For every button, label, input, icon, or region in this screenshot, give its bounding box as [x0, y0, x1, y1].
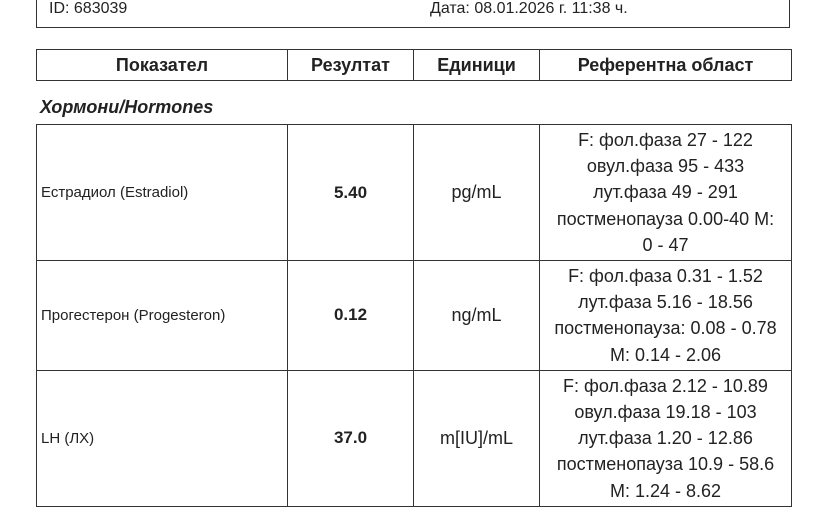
test-unit: m[IU]/mL [414, 370, 540, 506]
reference-line: постменопауза 0.00-40 M: [556, 208, 775, 229]
reference-line: лут.фаза 1.20 - 12.86 [578, 428, 753, 449]
column-header-table [36, 49, 792, 81]
table-row [37, 125, 792, 261]
reference-line: F: фол.фаза 0.31 - 1.52 [568, 266, 763, 287]
test-unit: ng/mL [414, 261, 540, 371]
reference-line: M: 1.24 - 8.62 [609, 480, 722, 501]
test-name: Естрадиол (Estradiol) [37, 125, 288, 261]
reference-range [540, 125, 792, 261]
reference-line: 0 - 47 [642, 234, 689, 255]
column-header-reference: Референтна област [540, 50, 792, 81]
reference-line: постменопауза: 0.08 - 0.78 [554, 318, 777, 339]
report-header-box [36, 0, 790, 28]
column-header-row [37, 50, 792, 81]
test-result: 37.0 [288, 370, 414, 506]
test-unit: pg/mL [414, 125, 540, 261]
column-header-result: Резултат [288, 50, 414, 81]
report-date: Дата: 08.01.2026 г. 11:38 ч. [430, 0, 628, 17]
reference-line: M: 0.14 - 2.06 [609, 344, 722, 365]
section-title-hormones: Хормони/Hormones [40, 97, 214, 117]
reference-line: овул.фаза 95 - 433 [586, 156, 745, 177]
reference-line: F: фол.фаза 27 - 122 [578, 130, 753, 150]
table-row [37, 370, 792, 506]
reference-line: постменопауза 10.9 - 58.6 [556, 454, 775, 475]
table-row [37, 261, 792, 371]
test-result: 0.12 [288, 261, 414, 371]
column-header-indicator: Показател [37, 50, 288, 81]
reference-line: лут.фаза 5.16 - 18.56 [578, 292, 753, 313]
test-name: Прогестерон (Progesteron) [37, 261, 288, 371]
reference-range [540, 370, 792, 506]
patient-id: ID: 683039 [49, 0, 128, 17]
results-table [36, 124, 792, 507]
reference-line: F: фол.фаза 2.12 - 10.89 [563, 375, 768, 396]
column-header-units: Единици [414, 50, 540, 81]
test-name: LH (ЛХ) [37, 370, 288, 506]
reference-range [540, 261, 792, 371]
reference-line: лут.фаза 49 - 291 [593, 182, 738, 203]
reference-line: овул.фаза 19.18 - 103 [574, 402, 757, 423]
test-result: 5.40 [288, 125, 414, 261]
